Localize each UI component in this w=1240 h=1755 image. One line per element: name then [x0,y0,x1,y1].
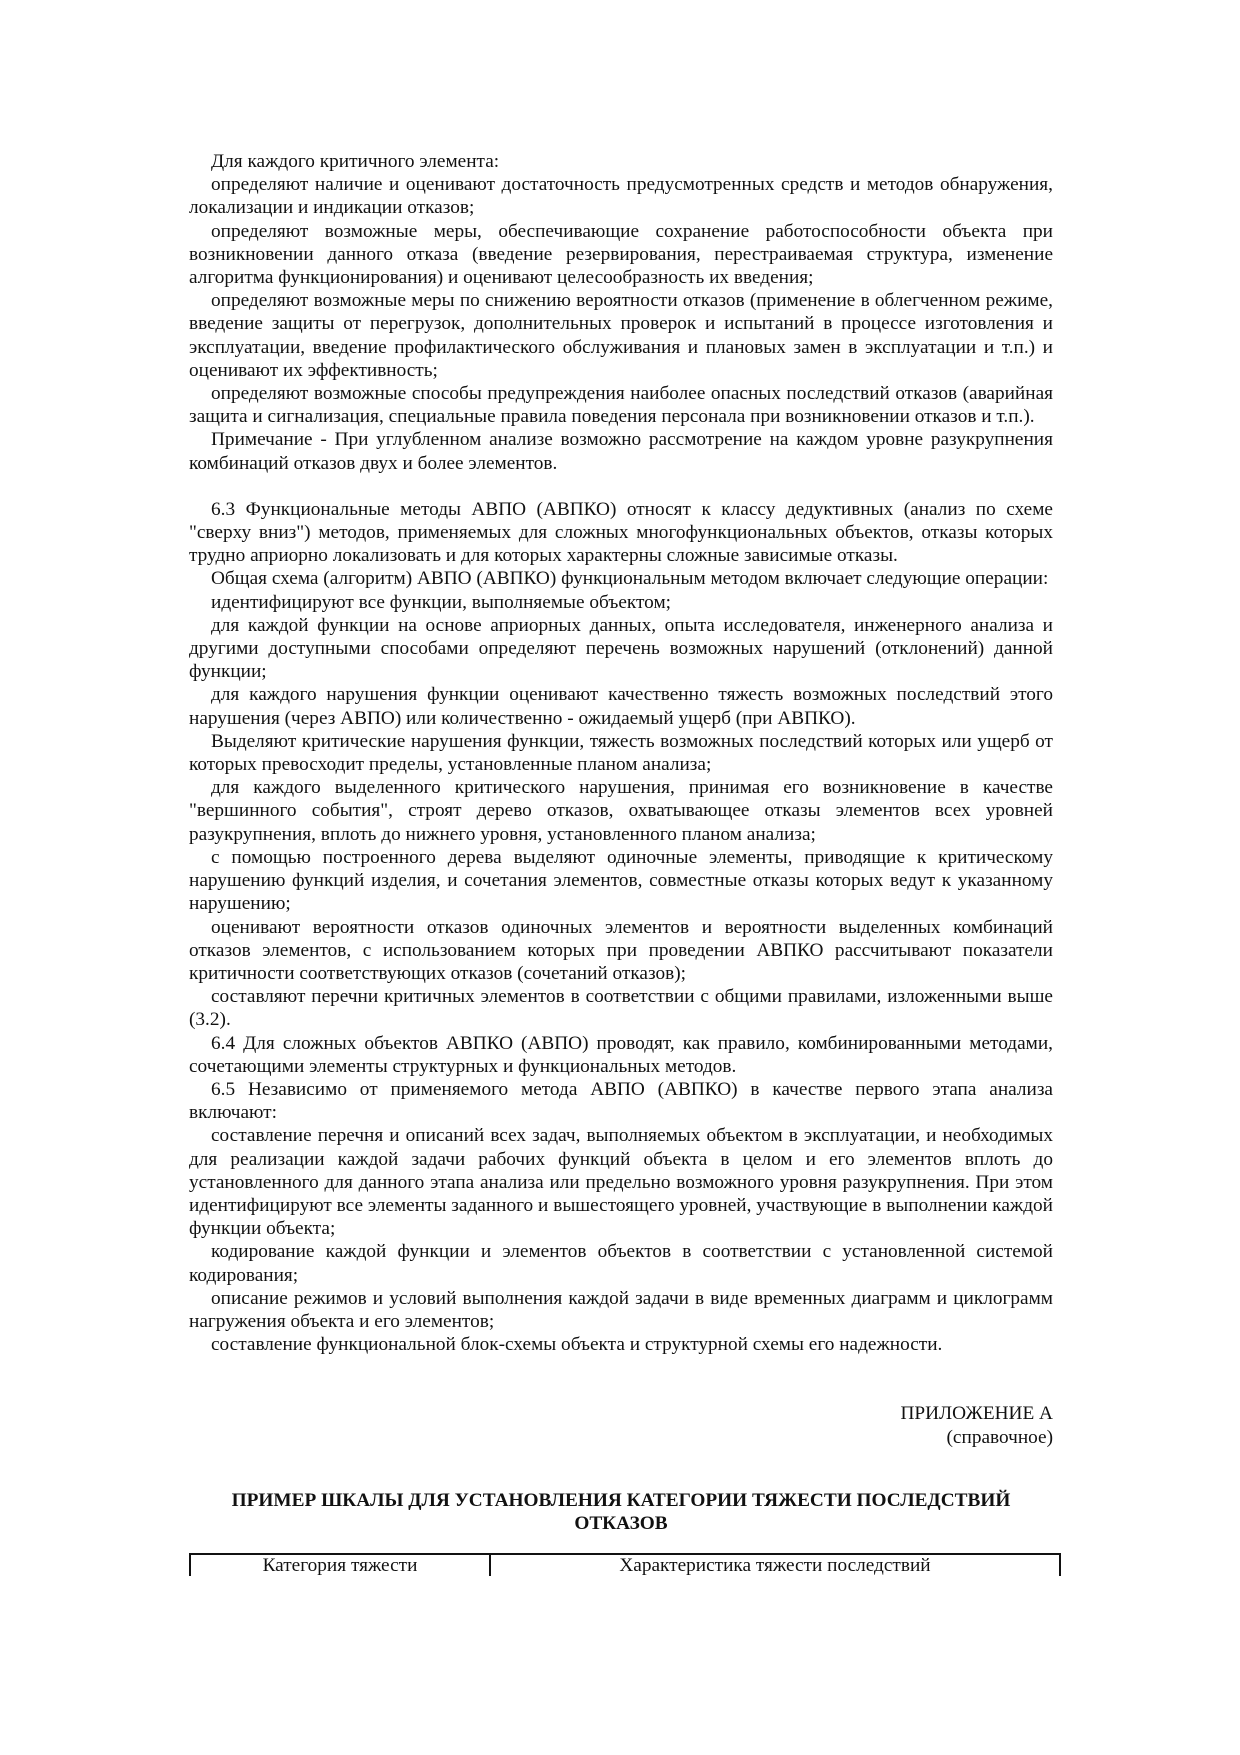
paragraph: для каждого нарушения функции оценивают качественно тяжесть возможных последствий этого нарушения (через АВПО) или количественно - ожидаемый ущерб (при АВПКО). [189,684,1053,729]
paragraph: Для каждого критичного элемента: [211,151,500,172]
note-paragraph: Примечание - При углубленном анализе возможно рассмотрение на каждом уровне разукрупнения комбинаций отказов двух и более элементов. [189,429,1053,474]
paragraph: идентифицируют все функции, выполняемые объектом; [211,591,671,613]
appendix-label: ПРИЛОЖЕНИЕ А [900,1403,1053,1425]
paragraph: составление перечня и описаний всех задач, выполняемых объектом в эксплуатации, и необходимых для реализации каждой задачи рабочих функций объекта в целом и его элементов вплоть до установленного для данного этапа анализа или предельно возможного уровня разукрупнения. При этом идентифицируют все элементы заданного и вышестоящего уровней, участвующие в выполнении каждой функции объекта; [189,1125,1053,1240]
paragraph: определяют возможные меры по снижению вероятности отказов (применение в облегченном режиме, введение защиты от перегрузок, дополнительных проверок и испытаний в процессе изготовления и эксплуатации, введение профилактического обслуживания и плановых замен в эксплуатации и т.п.) и оценивают их эффективность; [189,290,1053,381]
section-title: ПРИМЕР ШКАЛЫ ДЛЯ УСТАНОВЛЕНИЯ КАТЕГОРИИ ТЯЖЕСТИ ПОСЛЕДСТВИЙ ОТКАЗОВ [231,1489,1011,1534]
document-page [189,150,1053,1576]
appendix-note: (справочное) [946,1426,1053,1448]
paragraph: для каждой функции на основе априорных данных, опыта исследователя, инженерного анализа и другими доступными способами определяют перечень возможных нарушений (отклонений) данной функции; [189,614,1053,683]
paragraph: Выделяют критические нарушения функции, тяжесть возможных последствий которых или ущерб от которых превосходит пределы, установленные планом анализа; [189,730,1053,776]
paragraph: составление функциональной блок-схемы объекта и структурной схемы его надежности. [211,1334,943,1356]
paragraph: кодирование каждой функции и элементов объектов в соответствии с установленной системой кодирования; [189,1241,1053,1286]
paragraph: определяют наличие и оценивают достаточность предусмотренных средств и методов обнаружения, локализации и индикации отказов; [189,174,1053,219]
spacer [189,475,1053,498]
severity-table [189,1553,1061,1576]
paragraph: 6.3 Функциональные методы АВПО (АВПКО) относят к классу дедуктивных (анализ по схеме "сверху вниз") методов, применяемых для сложных многофункциональных объектов, отказы которых трудно априорно локализовать и для которых характерны сложные зависимые отказы. [189,498,1053,567]
paragraph: 6.4 Для сложных объектов АВПКО (АВПО) проводят, как правило, комбинированными методами, сочетающими элементы структурных и функциональных методов. [189,1032,1053,1077]
paragraph: оценивают вероятности отказов одиночных элементов и вероятности выделенных комбинаций отказов элементов, с использованием которых при проведении АВПКО рассчитывают показатели критичности соответствующих отказов (сочетаний отказов); [189,916,1053,984]
paragraph: с помощью построенного дерева выделяют одиночные элементы, приводящие к критическому нарушению функций изделия, и сочетания элементов, совместные отказы которых ведут к указанному нарушению; [189,846,1053,915]
table-header-characteristic: Характеристика тяжести последствий [619,1555,931,1577]
paragraph: Общая схема (алгоритм) АВПО (АВПКО) функциональным методом включает следующие операции: [211,568,1049,590]
paragraph: для каждого выделенного критического нарушения, принимая его возникновение в качестве "вершинного события", строят дерево отказов, охватывающее отказы элементов всех уровней разукрупнения, вплоть до нижнего уровня, установленного планом анализа; [189,777,1053,845]
paragraph: определяют возможные меры, обеспечивающие сохранение работоспособности объекта при возникновении данного отказа (введение резервирования, перестраиваемая структура, изменение алгоритма функционирования) и оценивают целесообразность их введения; [189,220,1053,289]
paragraph: составляют перечни критичных элементов в соответствии с общими правилами, изложенными выше (3.2). [189,986,1053,1031]
paragraph: 6.5 Независимо от применяемого метода АВПО (АВПКО) в качестве первого этапа анализа включают: [189,1078,1053,1124]
paragraph: описание режимов и условий выполнения каждой задачи в виде временных диаграмм и циклограмм нагружения объекта и его элементов; [189,1287,1053,1332]
paragraph: определяют возможные способы предупреждения наиболее опасных последствий отказов (аварийная защита и сигнализация, специальные правила поведения персонала при возникновении отказов и т.п.). [189,383,1053,428]
table-header-category: Категория тяжести [191,1555,491,1576]
spacer [189,1356,1053,1402]
